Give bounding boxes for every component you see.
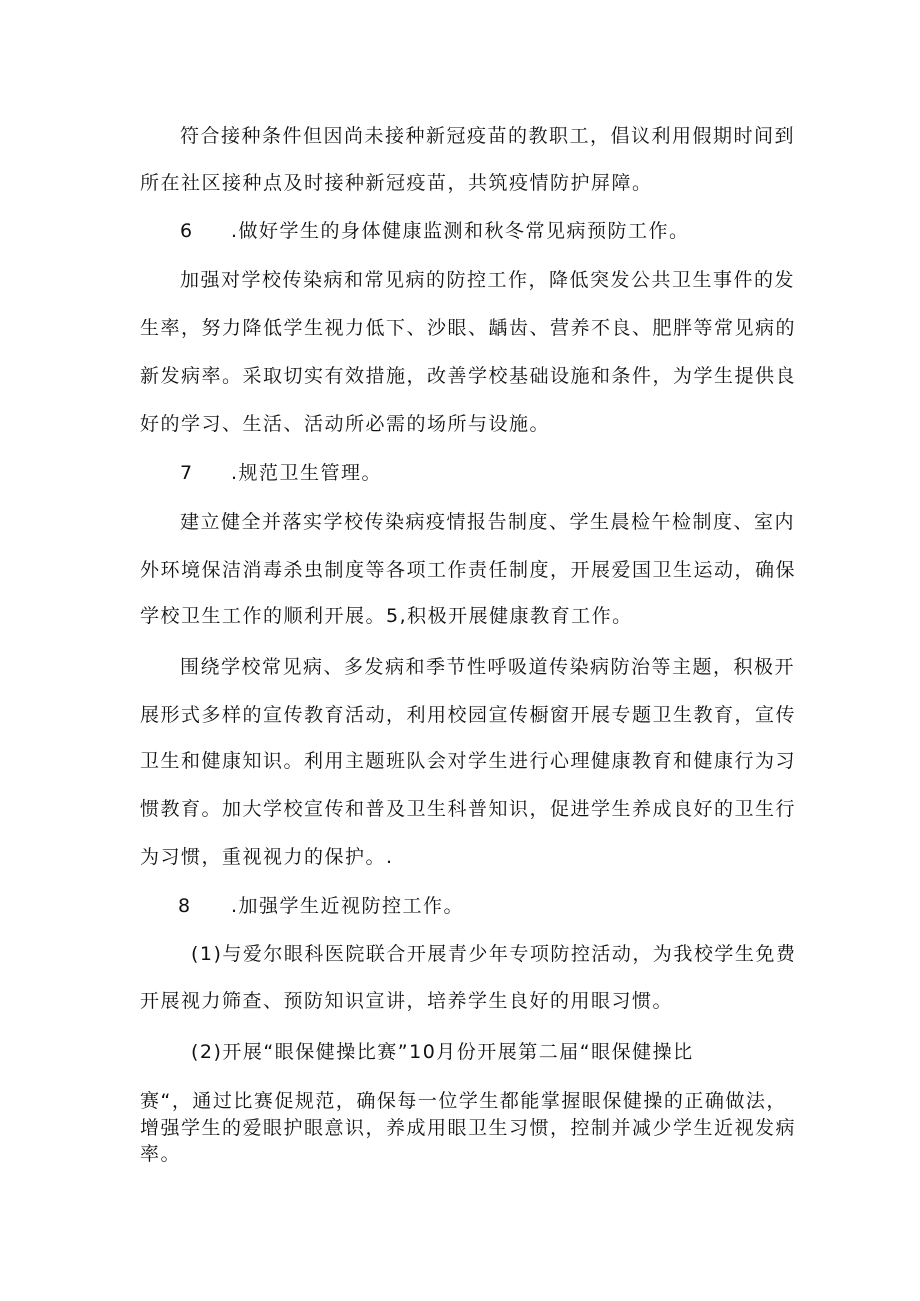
section-number-7: 7 bbox=[180, 462, 194, 484]
paragraph-line: 所在社区接种点及时接种新冠疫苗，共筑疫情防护屏障。 bbox=[140, 172, 653, 194]
paragraph-line: 开展视力筛查、预防知识宣讲，培养学生良好的用眼习惯。 bbox=[140, 990, 674, 1012]
section-heading-8: .加强学生近视防控工作。 bbox=[231, 895, 465, 917]
paragraph-line: (2)开展“眼保健操比赛”10月份开展第二届“眼保健操比 bbox=[191, 1041, 694, 1063]
paragraph-line: 外环境保洁消毒杀虫制度等各项工作责任制度，开展爱国卫生运动，确保 bbox=[140, 559, 797, 581]
section-heading-6: .做好学生的身体健康监测和秋冬常见病预防工作。 bbox=[231, 220, 690, 242]
paragraph-line: 好的学习、生活、活动所必需的场所与设施。 bbox=[140, 413, 551, 435]
paragraph-line: 学校卫生工作的顺利开展。5,积极开展健康教育工作。 bbox=[140, 605, 633, 627]
paragraph-line: 增强学生的爱眼护眼意识，养成用眼卫生习惯，控制并减少学生近视发病 bbox=[140, 1117, 797, 1139]
paragraph-line: 率。 bbox=[140, 1143, 182, 1165]
section-heading-7: .规范卫生管理。 bbox=[231, 462, 383, 484]
paragraph-line: 新发病率。采取切实有效措施，改善学校基础设施和条件，为学生提供良 bbox=[140, 365, 797, 387]
paragraph-line: 惯教育。加大学校宣传和普及卫生科普知识，促进学生养成良好的卫生行 bbox=[140, 798, 797, 820]
paragraph-line: 为习惯，重视视力的保护。. bbox=[140, 846, 394, 868]
paragraph-line: 符合接种条件但因尚未接种新冠疫苗的教职工，倡议利用假期时间到 bbox=[180, 125, 796, 147]
paragraph-line: 展形式多样的宣传教育活动，利用校园宣传橱窗开展专题卫生教育，宣传 bbox=[140, 704, 797, 726]
paragraph-line: 加强对学校传染病和常见病的防控工作，降低突发公共卫生事件的发 bbox=[180, 269, 796, 291]
section-number-8: 8 bbox=[178, 895, 192, 917]
paragraph-line: 生率，努力降低学生视力低下、沙眼、龋齿、营养不良、肥胖等常见病的 bbox=[140, 317, 797, 339]
section-number-6: 6 bbox=[180, 220, 194, 242]
paragraph-line: 建立健全并落实学校传染病疫情报告制度、学生晨检午检制度、室内 bbox=[180, 511, 796, 533]
paragraph-line: 赛“，通过比赛促规范，确保每一位学生都能掌握眼保健操的正确做法， bbox=[140, 1090, 787, 1112]
paragraph-line: (1)与爱尔眼科医院联合开展青少年专项防控活动，为我校学生免费 bbox=[191, 943, 797, 965]
paragraph-line: 卫生和健康知识。利用主题班队会对学生进行心理健康教育和健康行为习 bbox=[140, 750, 797, 772]
paragraph-line: 围绕学校常见病、多发病和季节性呼吸道传染病防治等主题，积极开 bbox=[180, 656, 796, 678]
